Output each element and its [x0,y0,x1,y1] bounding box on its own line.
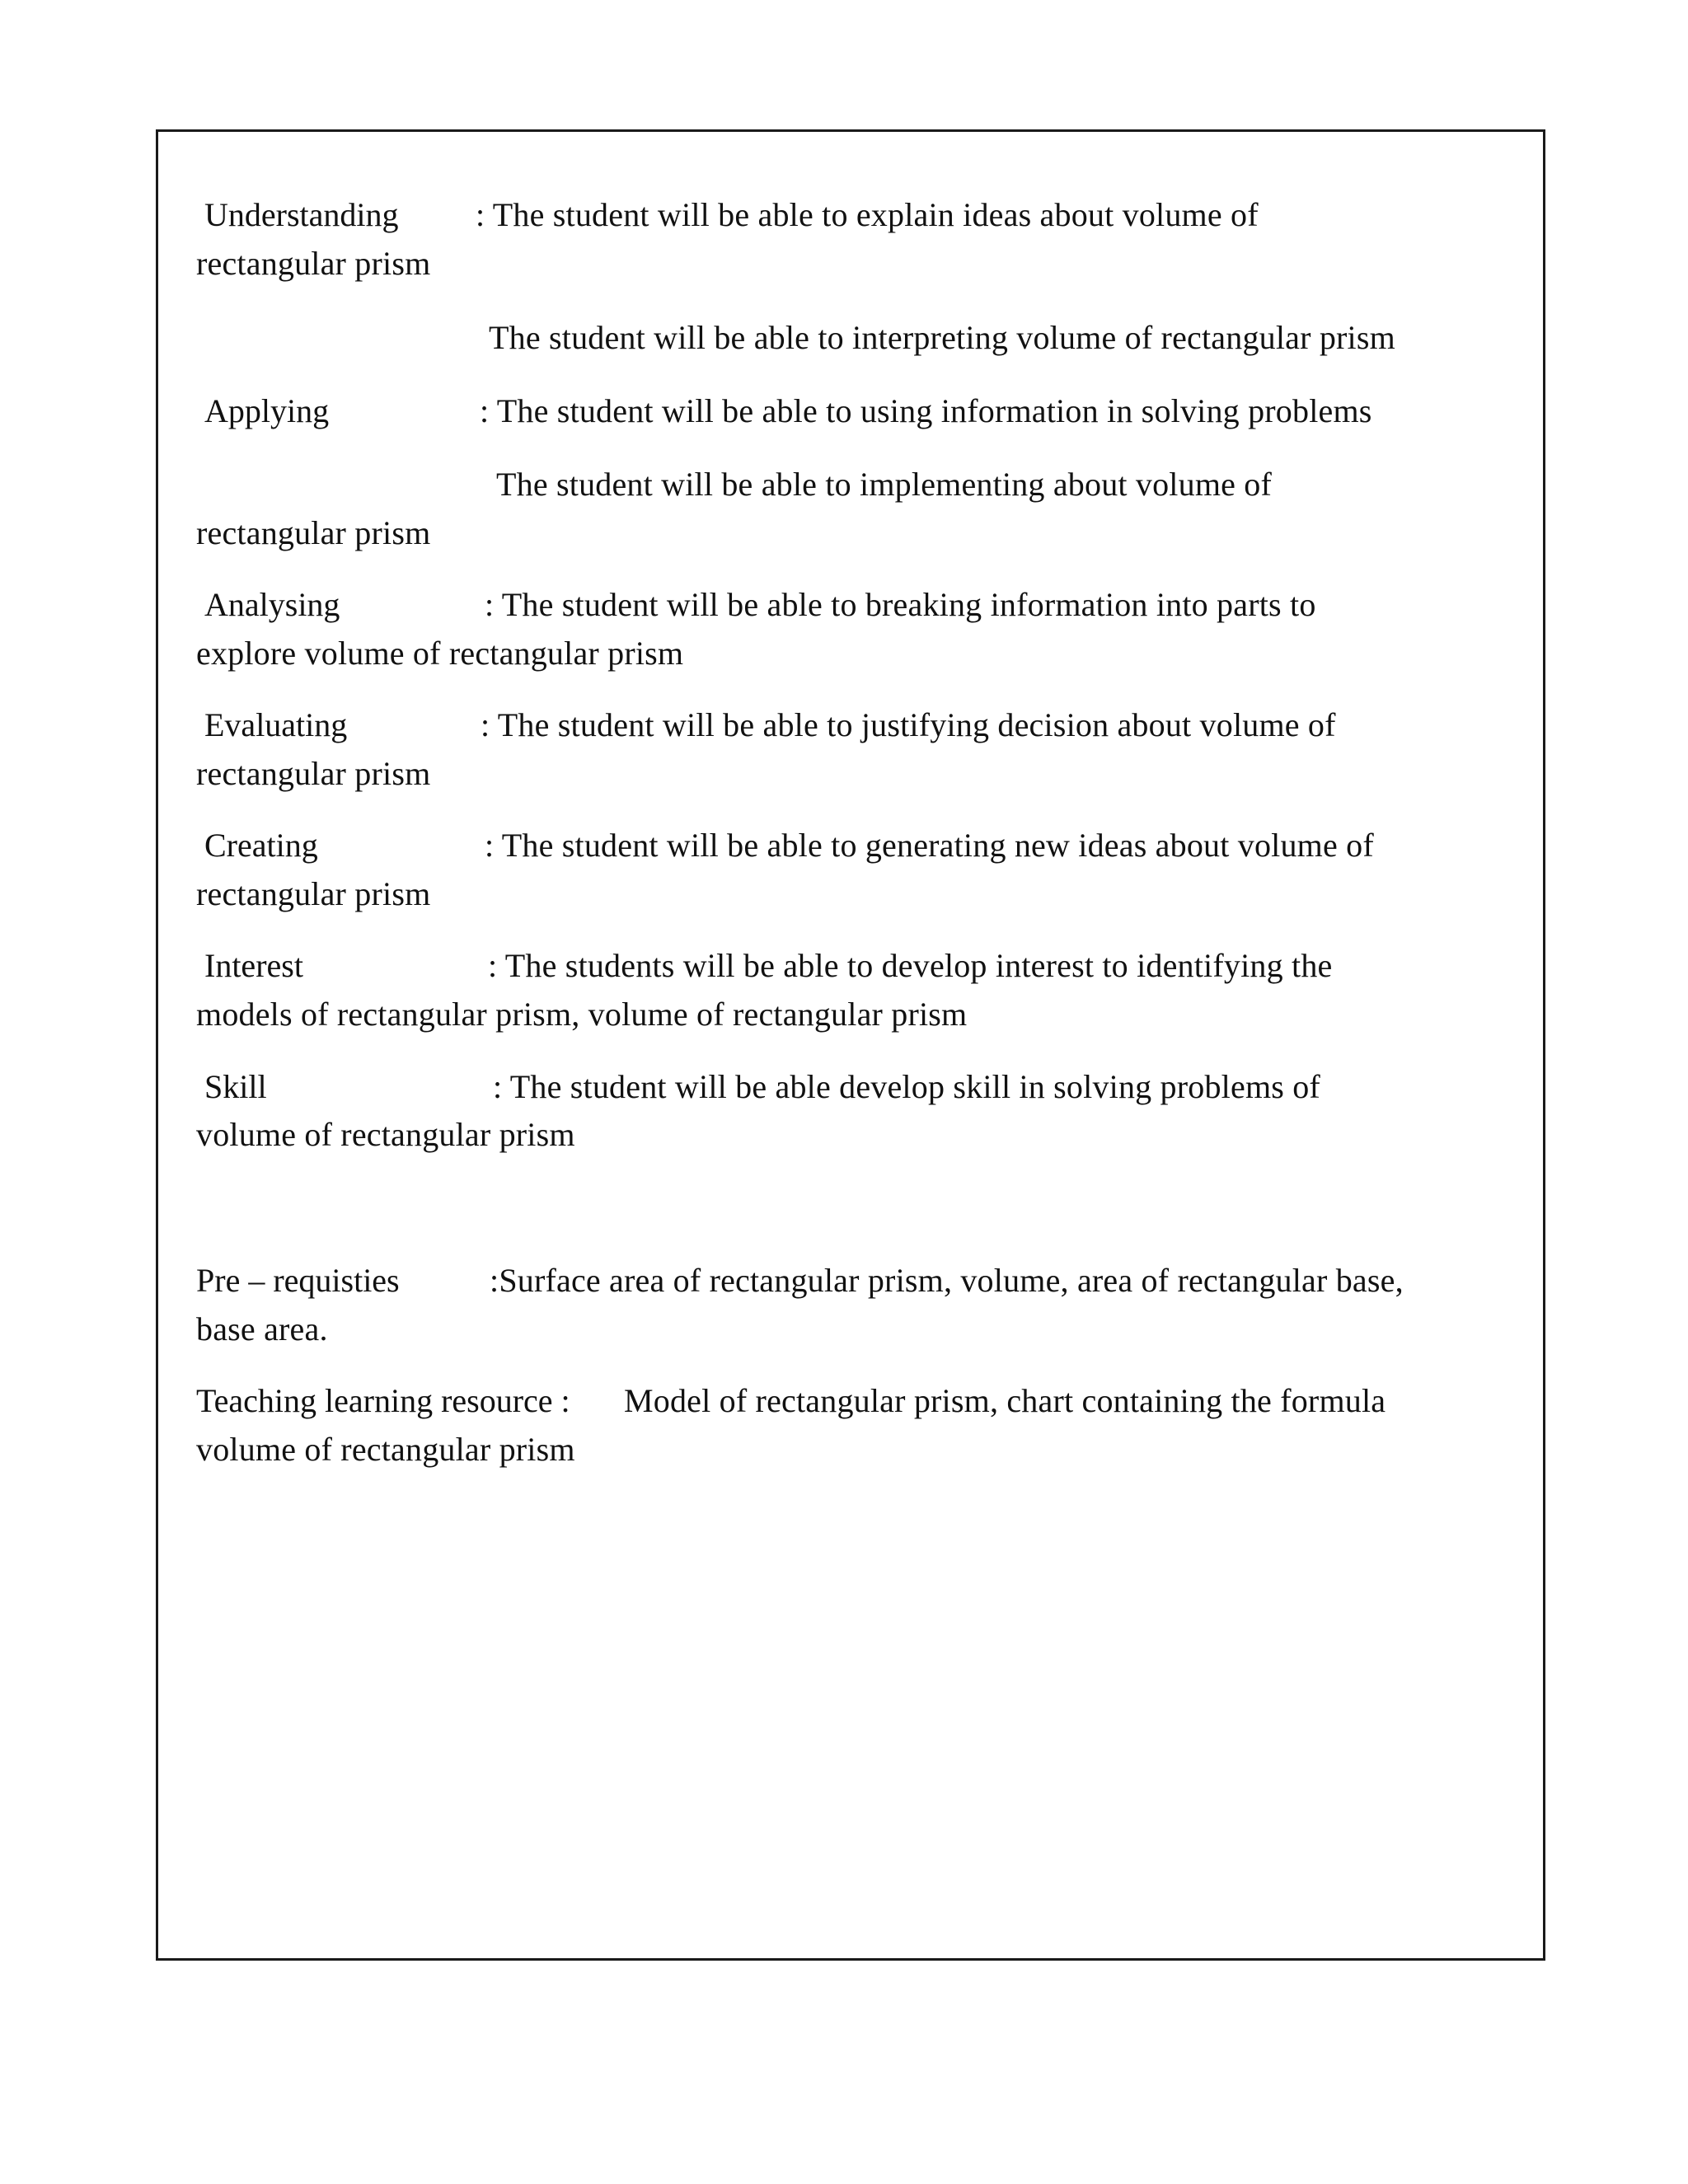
objective-text-analysing-cont: explore volume of rectangular prism [196,635,684,672]
objective-text-evaluating-cont: rectangular prism [196,755,431,792]
objective-label-applying: Applying [204,392,330,429]
objective-text-skill: : The student will be able develop skill in solving problems of [493,1068,1320,1105]
objective-text-understanding-cont: rectangular prism [196,245,431,282]
prerequisites-text-cont: base area. [196,1310,328,1347]
objective-text-interest: : The students will be able to develop interest to identifying the [488,947,1333,984]
resources-text-cont: volume of rectangular prism [196,1431,575,1468]
objective-label-analysing: Analysing [204,586,340,623]
objective-text-analysing: : The student will be able to breaking information into parts to [485,586,1316,623]
objective-text-creating-cont: rectangular prism [196,875,431,912]
objective-label-creating: Creating [204,827,318,864]
objective-text-understanding-extra: The student will be able to interpreting volume of rectangular prism [489,319,1395,356]
objective-text-applying: : The student will be able to using information in solving problems [480,392,1372,429]
objective-text-evaluating: : The student will be able to justifying decision about volume of [481,706,1336,743]
objective-text-interest-cont: models of rectangular prism, volume of rectangular prism [196,996,968,1033]
objective-text-understanding: : The student will be able to explain ideas about volume of [476,196,1259,233]
resources-label: Teaching learning resource : [196,1382,570,1419]
objective-label-skill: Skill [204,1068,267,1105]
objective-label-evaluating: Evaluating [204,706,348,743]
objective-text-creating: : The student will be able to generating new ideas about volume of [485,827,1374,864]
objective-label-understanding: Understanding [204,196,399,233]
objective-text-applying-extra-cont: rectangular prism [196,514,431,551]
objective-label-interest: Interest [204,947,303,984]
prerequisites-label: Pre – requisties [196,1262,400,1299]
prerequisites-text: :Surface area of rectangular prism, volume, area of rectangular base, [490,1262,1404,1299]
objective-text-skill-cont: volume of rectangular prism [196,1116,575,1153]
objective-text-applying-extra: The student will be able to implementing about volume of [496,466,1273,503]
resources-text: Model of rectangular prism, chart containing the formula [624,1382,1386,1419]
